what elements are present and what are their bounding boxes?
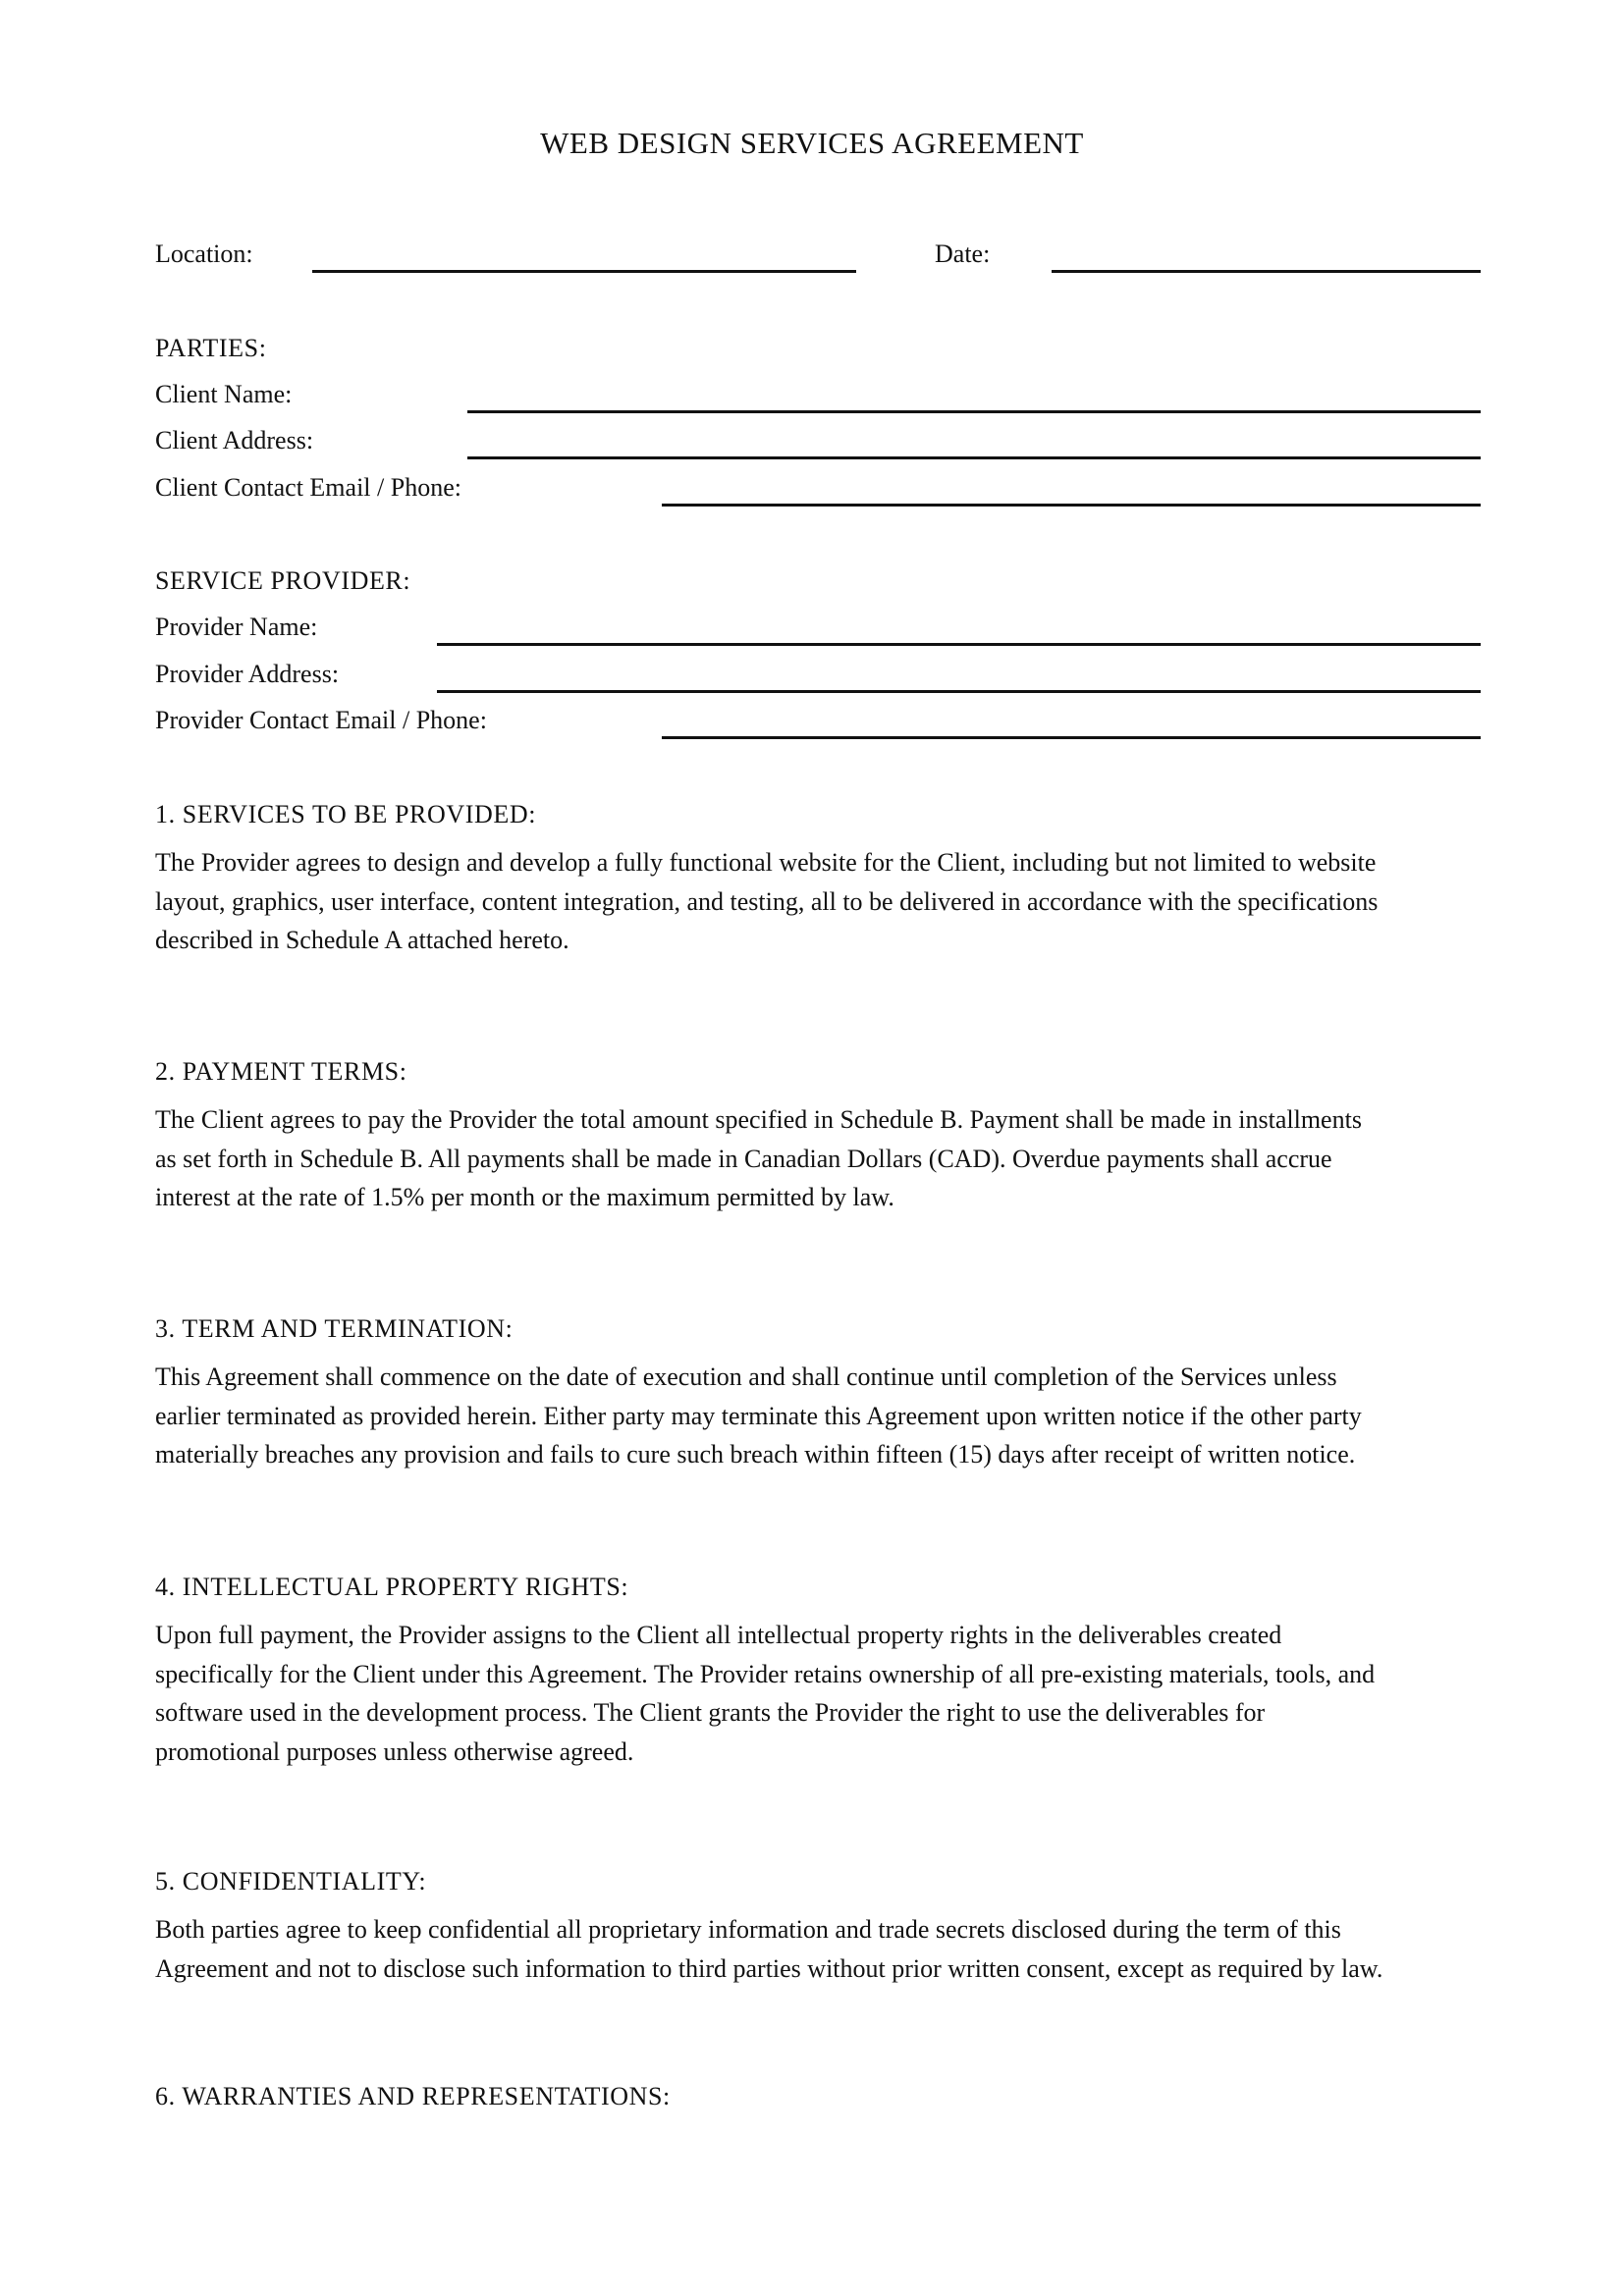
provider-address-label: Provider Address: bbox=[155, 660, 340, 688]
section-line: This Agreement shall commence on the date of execution and shall continue until completion of the Services unless bbox=[155, 1362, 1337, 1391]
provider-name-field[interactable] bbox=[437, 643, 1481, 646]
section-line: Both parties agree to keep confidential all proprietary information and trade secrets disclosed during the term of this bbox=[155, 1915, 1341, 1944]
section-line: described in Schedule A attached hereto. bbox=[155, 926, 569, 954]
section-heading-warranties: 6. WARRANTIES AND REPRESENTATIONS: bbox=[155, 2082, 671, 2110]
section-line: materially breaches any provision and fails to cure such breach within fifteen (15) days after receipt of written notice. bbox=[155, 1440, 1356, 1468]
date-field[interactable] bbox=[1052, 270, 1481, 273]
section-line: earlier terminated as provided herein. Either party may terminate this Agreement upon written notice if the other party bbox=[155, 1401, 1362, 1430]
provider-name-label: Provider Name: bbox=[155, 613, 318, 641]
section-line: Agreement and not to disclose such information to third parties without prior written consent, except as required by law. bbox=[155, 1953, 1383, 1983]
client-name-label: Client Name: bbox=[155, 380, 293, 408]
section-heading-confidentiality: 5. CONFIDENTIALITY: bbox=[155, 1867, 427, 1896]
section-heading-payment: 2. PAYMENT TERMS: bbox=[155, 1057, 407, 1086]
location-label: Location: bbox=[155, 240, 253, 268]
section-line: as set forth in Schedule B. All payments shall be made in Canadian Dollars (CAD). Overdue payments shall accrue bbox=[155, 1144, 1332, 1173]
provider-address-field[interactable] bbox=[437, 690, 1481, 693]
section-line: layout, graphics, user interface, content integration, and testing, all to be delivered in accordance with the specifications bbox=[155, 886, 1379, 916]
section-body-confidentiality bbox=[155, 1910, 1481, 1988]
section-heading-term: 3. TERM AND TERMINATION: bbox=[155, 1314, 514, 1343]
section-line: promotional purposes unless otherwise agreed. bbox=[155, 1736, 634, 1766]
section-line: software used in the development process. The Client grants the Provider the right to use the deliverables for bbox=[155, 1698, 1266, 1727]
provider-contact-field[interactable] bbox=[662, 736, 1481, 739]
section-heading-ip: 4. INTELLECTUAL PROPERTY RIGHTS: bbox=[155, 1573, 629, 1601]
date-label: Date: bbox=[935, 240, 991, 268]
section-body-ip bbox=[155, 1616, 1481, 1771]
client-address-field[interactable] bbox=[467, 456, 1481, 459]
service-provider-heading: SERVICE PROVIDER: bbox=[155, 566, 411, 595]
client-contact-field[interactable] bbox=[662, 504, 1481, 507]
section-heading-services: 1. SERVICES TO BE PROVIDED: bbox=[155, 800, 537, 828]
section-line: Upon full payment, the Provider assigns to the Client all intellectual property rights in the deliverables created bbox=[155, 1621, 1282, 1649]
client-address-label: Client Address: bbox=[155, 426, 314, 454]
client-name-field[interactable] bbox=[467, 410, 1481, 413]
section-line: The Provider agrees to design and develop a fully functional website for the Client, including but not limited to website bbox=[155, 848, 1377, 877]
section-line: specifically for the Client under this Agreement. The Provider retains ownership of all pre-existing materials, tools, and bbox=[155, 1659, 1376, 1688]
document-title: WEB DESIGN SERVICES AGREEMENT bbox=[540, 126, 1084, 160]
location-field[interactable] bbox=[312, 270, 856, 273]
section-body-services bbox=[155, 843, 1481, 960]
provider-contact-label: Provider Contact Email / Phone: bbox=[155, 706, 487, 734]
parties-heading: PARTIES: bbox=[155, 334, 267, 362]
client-contact-label: Client Contact Email / Phone: bbox=[155, 473, 461, 502]
section-body-payment bbox=[155, 1100, 1481, 1217]
section-line: interest at the rate of 1.5% per month or the maximum permitted by law. bbox=[155, 1183, 894, 1211]
section-line: The Client agrees to pay the Provider the total amount specified in Schedule B. Payment shall be made in installments bbox=[155, 1105, 1362, 1134]
section-body-term bbox=[155, 1358, 1481, 1474]
